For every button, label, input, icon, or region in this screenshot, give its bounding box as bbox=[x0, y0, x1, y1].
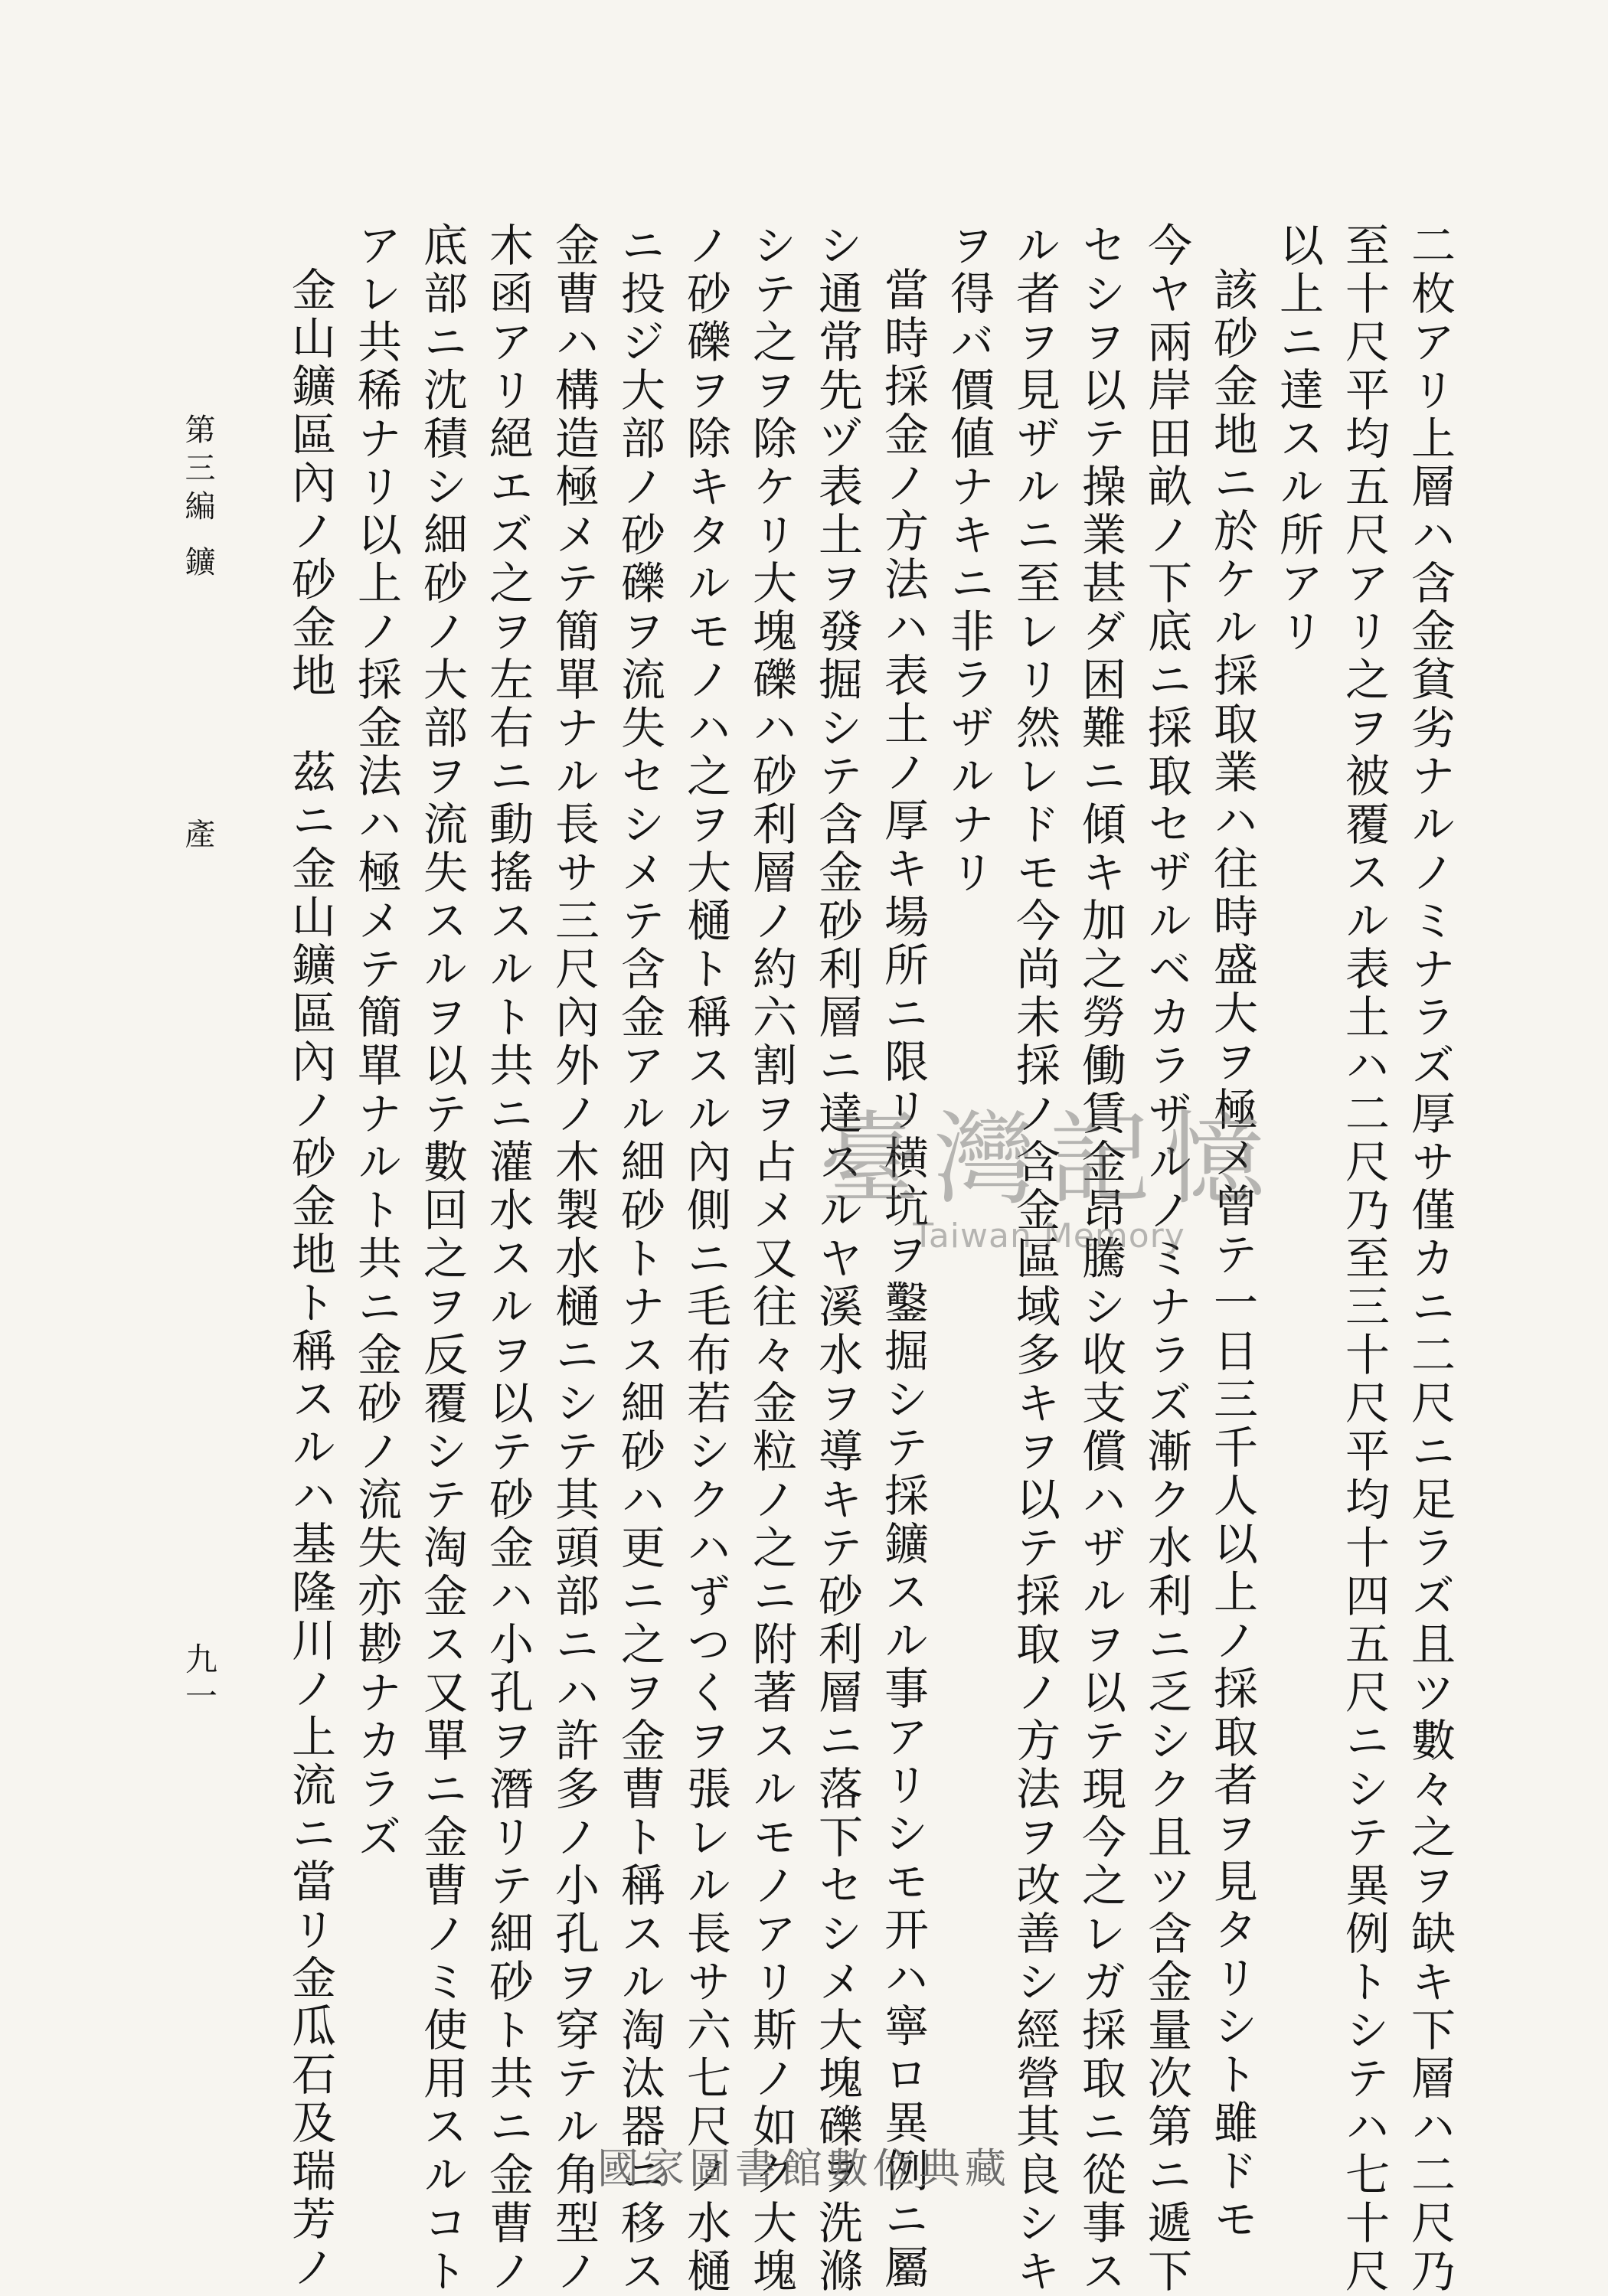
text-column-9: 當時採金ノ方法ハ表土ノ厚キ場所ニ限リ横坑ヲ鑿掘シテ採鑛スル事アリシモ开ハ寧ロ異例ニ屬 bbox=[877, 266, 929, 2292]
text-column-10: シ通常先ヅ表土ヲ發掘シテ含金砂利層ニ達スルヤ溪水ヲ導キテ砂利層ニ落下セシメ大塊礫ヲ洗滌 bbox=[811, 222, 863, 2296]
text-column-18-section-heading: 金山鑛區內ノ砂金地 茲ニ金山鑛區內ノ砂金地ト稱スルハ基隆川ノ上流ニ當リ金瓜石及瑞芳ノ bbox=[284, 266, 336, 2292]
text-column-7: ル者ヲ見ザルニ至レリ然レドモ今尚未採ノ含金區域多キヲ以テ採取ノ方法ヲ改善シ經營其良シキ bbox=[1008, 222, 1061, 2296]
text-column-6: セシヲ以テ操業甚ダ困難ニ傾キ加之勞働賃金昂騰シ收支償ハザルヲ以テ現今之レガ採取ニ從事ス bbox=[1074, 222, 1126, 2296]
text-column-12: ノ砂礫ヲ除キタルモノハ之ヲ大樋ト稱スル內側ニ毛布若シクハずつくヲ張レル長サ六七尺ノ水樋 bbox=[679, 222, 731, 2296]
text-column-4: 該砂金地ニ於ケル採取業ハ往時盛大ヲ極メ曾テ一日三千人以上ノ採取者ヲ見タリシト雖ドモ bbox=[1206, 266, 1258, 2244]
footer-archive-label: 國家圖書館數位典藏 bbox=[597, 2144, 1011, 2193]
watermark-subtitle: Taiwan Memory bbox=[913, 1217, 1185, 1256]
text-column-17: アレ共稀ナリ以上ノ採金法ハ極メテ簡單ナルト共ニ金砂ノ流失亦尠ナカラズ bbox=[350, 222, 402, 1862]
watermark-title: 臺灣記憶 bbox=[819, 1101, 1279, 1219]
text-column-8: ヲ得バ價値ナキニ非ラザルナリ bbox=[943, 222, 995, 897]
text-column-13: ニ投ジ大部ノ砂礫ヲ流失セシメテ含金アル細砂トナス細砂ハ更ニ之ヲ金曹ト稱スル淘汰器ニ移ス bbox=[613, 222, 665, 2296]
watermark bbox=[789, 1102, 1309, 1271]
text-column-16: 底部ニ沈積シ細砂ノ大部ヲ流失スルヲ以テ數回之ヲ反覆シテ淘金ス又單ニ金曹ノミ使用スルコト bbox=[416, 222, 468, 2296]
text-column-2: 至十尺平均五尺アリ之ヲ被覆スル表土ハ二尺乃至三十尺平均十四五尺ニシテ異例トシテハ七十尺 bbox=[1338, 222, 1390, 2296]
page-number: 九一 bbox=[181, 1642, 218, 1716]
text-column-14: 金曹ハ構造極メテ簡單ナル長サ三尺內外ノ木製水樋ニシテ其頭部ニハ許多ノ小孔ヲ穿テル角型ノ bbox=[547, 222, 600, 2296]
text-column-5: 今ヤ兩岸田畝ノ下底ニ採取セザルベカラザルノミナラズ漸ク水利ニ乏シク且ツ含金量次第ニ遞下 bbox=[1140, 222, 1192, 2296]
text-column-1: 二枚アリ上層ハ含金貧劣ナルノミナラズ厚サ僅カニ二尺ニ足ラズ且ツ數々之ヲ缺キ下層ハ二尺乃 bbox=[1404, 222, 1456, 2296]
text-column-15: 木函アリ絕エズ之ヲ左右ニ動搖スルト共ニ灌水スルヲ以テ砂金ハ小孔ヲ潛リテ細砂ト共ニ金曹ノ bbox=[482, 222, 534, 2296]
running-head-chapter: 鑛 bbox=[180, 545, 215, 584]
running-head bbox=[176, 413, 220, 856]
running-head-chapter-2: 產 bbox=[180, 818, 215, 857]
text-column-3: 以上ニ達スル所アリ bbox=[1272, 222, 1324, 656]
text-column-11: シテ之ヲ除ケリ大塊礫ハ砂利層ノ約六割ヲ占メ又往々金粒ノ之ニ附著スルモノアリ斯ノ如ク大塊 bbox=[745, 222, 797, 2296]
running-head-part: 第三編 bbox=[180, 413, 215, 528]
